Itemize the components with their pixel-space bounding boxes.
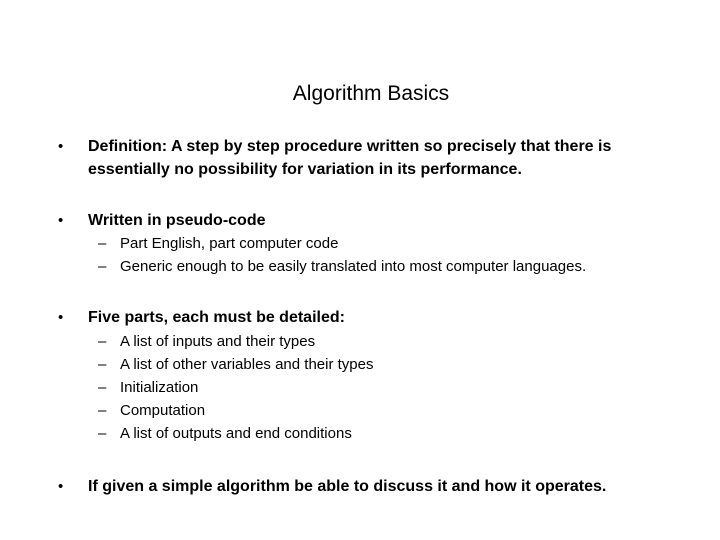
- list-item-label: A list of other variables and their types: [120, 356, 374, 373]
- list-item-label: Generic enough to be easily translated into most computer languages.: [120, 258, 587, 275]
- sub-marker: –: [98, 402, 107, 419]
- bullet-marker: •: [58, 212, 64, 229]
- sub-marker: –: [98, 379, 107, 396]
- bullet-text: Written in pseudo-code: [88, 212, 266, 229]
- sub-marker: –: [98, 235, 107, 252]
- bullet-marker: •: [58, 309, 64, 326]
- bullet-definition: [58, 135, 678, 181]
- sub-marker: –: [98, 258, 107, 275]
- list-item: [98, 255, 698, 278]
- list-item: [98, 353, 698, 376]
- list-item: [98, 376, 698, 399]
- bullet-discuss: [58, 475, 678, 498]
- bullet-pseudo-code: [58, 209, 678, 232]
- list-item-label: A list of inputs and their types: [120, 333, 316, 350]
- list-item: [98, 232, 698, 255]
- list-item: [98, 422, 698, 445]
- sub-marker: –: [98, 333, 107, 350]
- sub-marker: –: [98, 425, 107, 442]
- bullet-text: Five parts, each must be detailed:: [88, 309, 345, 326]
- slide-title: Algorithm Basics: [292, 82, 450, 105]
- bullet-text: Definition: A step by step procedure written so precisely that there is essentially no possibility for variation in its performance.: [88, 138, 612, 178]
- list-item-label: A list of outputs and end conditions: [120, 425, 352, 442]
- list-item-label: Computation: [120, 402, 206, 419]
- list-item: [98, 330, 698, 353]
- bullet-marker: •: [58, 478, 64, 495]
- sublist-pseudo-code: [98, 232, 698, 278]
- sub-marker: –: [98, 356, 107, 373]
- bullet-text: If given a simple algorithm be able to discuss it and how it operates.: [88, 478, 607, 495]
- bullet-marker: •: [58, 138, 64, 155]
- list-item-label: Part English, part computer code: [120, 235, 339, 252]
- bullet-five-parts: [58, 306, 678, 329]
- list-item: [98, 399, 698, 422]
- list-item-label: Initialization: [120, 379, 199, 396]
- sublist-five-parts: [98, 330, 698, 445]
